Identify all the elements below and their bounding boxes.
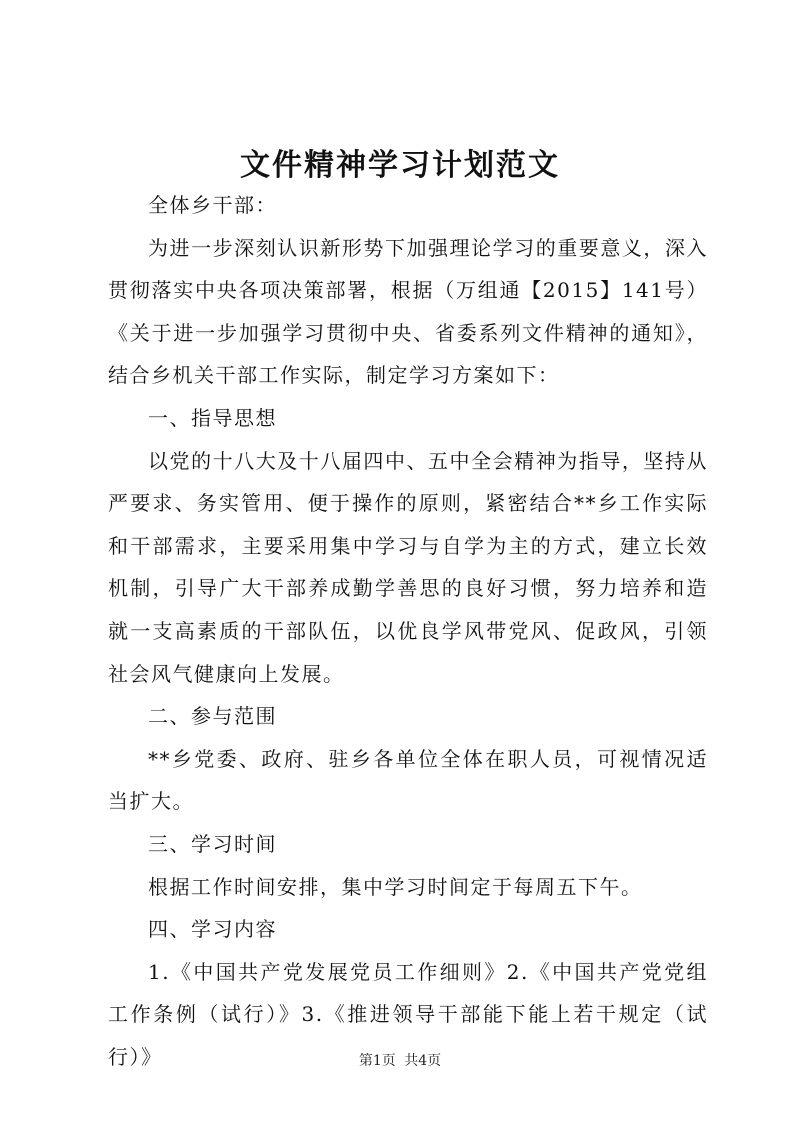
- document-body: [108, 184, 708, 1078]
- section-heading-guiding-thought: 一、指导思想: [148, 405, 277, 430]
- guiding-thought-paragraph: 以党的十八大及十八届四中、五中全会精神为指导，坚持从严要求、务实管用、便于操作的原则，紧密结合**乡工作实际和干部需求，主要采用集中学习与自学为主的方式，建立长效机制，引导广大干部养成勤学善思的良好习惯，努力培养和造就一支高素质的干部队伍，以优良学风带党风、促政风，引领社会风气健康向上发展。: [108, 448, 708, 686]
- time-paragraph: 根据工作时间安排，集中学习时间定于每周五下午。: [148, 874, 643, 899]
- document-title: 文件精神学习计划范文: [240, 148, 560, 183]
- section-heading-content: 四、学习内容: [148, 917, 277, 942]
- scope-paragraph: **乡党委、政府、驻乡各单位全体在职人员，可视情况适当扩大。: [108, 746, 708, 814]
- section-heading-time: 三、学习时间: [148, 831, 277, 856]
- page-number: 第1页: [358, 1053, 396, 1069]
- page-footer: [0, 1050, 800, 1070]
- content-paragraph: 1.《中国共产党发展党员工作细则》2.《中国共产党党组工作条例（试行）》3.《推进领导干部能下能上若干规定（试行）》: [108, 959, 708, 1069]
- section-heading-scope: 二、参与范围: [148, 704, 277, 729]
- page-total: 共4页: [404, 1053, 442, 1069]
- intro-paragraph: 为进一步深刻认识新形势下加强理论学习的重要意义，深入贯彻落实中央各项决策部署，根据（万组通【2015】141号）《关于进一步加强学习贯彻中央、省委系列文件精神的通知》，结合乡机关干部工作实际，制定学习方案如下：: [108, 235, 708, 388]
- salutation: 全体乡干部：: [148, 193, 277, 217]
